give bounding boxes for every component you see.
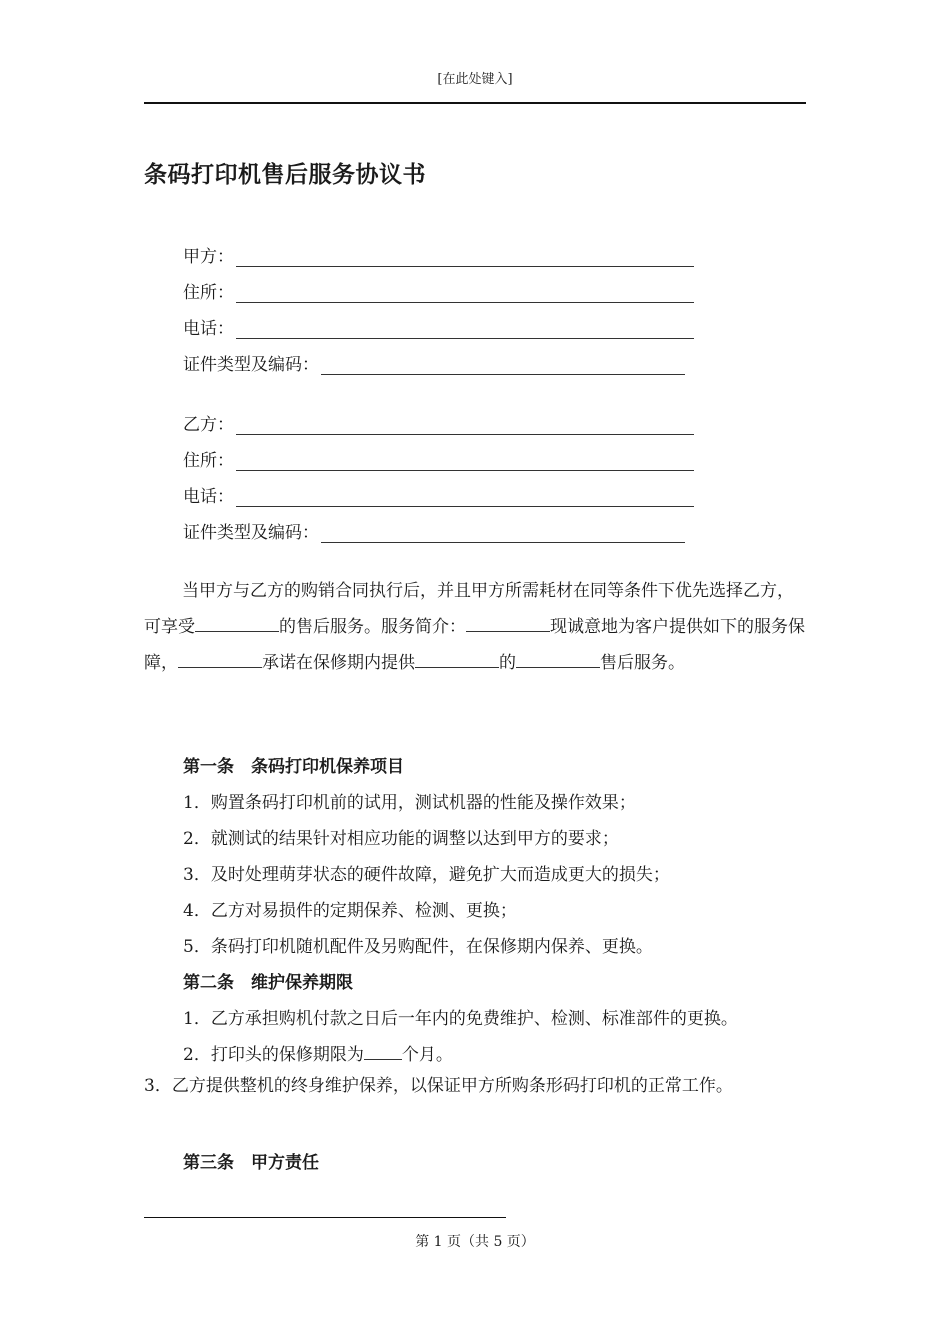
service-type-blank[interactable]	[415, 651, 499, 668]
page-header: [在此处键入]	[437, 72, 513, 87]
party-b-phone-blank[interactable]	[236, 488, 694, 507]
intro-text-1: 当甲方与乙方的购销合同执行后，并且甲方所需耗材在同等条件下优先选择乙方，可享受	[144, 581, 794, 637]
article-2-heading: 第二条 维护保养期限	[183, 973, 353, 993]
party-b-id-blank[interactable]	[321, 524, 685, 543]
party-b-address-label: 住所：	[183, 451, 234, 471]
article-1-item-2: 2．就测试的结果针对相应功能的调整以达到甲方的要求；	[183, 829, 619, 849]
party-a-phone-field	[183, 313, 694, 339]
intro-text-2: 的售后服务。服务简介：	[279, 617, 466, 637]
party-a-address-label: 住所：	[183, 283, 234, 303]
article-2-item-2-post: 个月。	[401, 1045, 453, 1065]
party-a-address-blank[interactable]	[236, 284, 694, 303]
party-a-address-field	[183, 277, 694, 303]
party-b-id-label: 证件类型及编码：	[183, 523, 319, 543]
article-1-item-5: 5．条码打印机随机配件及另购配件，在保修期内保养、更换。	[183, 937, 653, 957]
footer-divider	[144, 1217, 506, 1218]
party-a-id-label: 证件类型及编码：	[183, 355, 319, 375]
provider-blank[interactable]	[178, 651, 262, 668]
article-2-item-3	[144, 1068, 806, 1104]
party-a-id-field	[183, 349, 685, 375]
party-a-name-blank[interactable]	[236, 248, 694, 267]
article-3-heading: 第三条 甲方责任	[183, 1153, 319, 1173]
article-2-item-2-pre: 2．打印头的保修期限为	[183, 1045, 364, 1065]
article-2-item-3-text: 3．乙方提供整机的终身维护保养，以保证甲方所购条形码打印机的正常工作。	[144, 1076, 733, 1096]
party-a-phone-blank[interactable]	[236, 320, 694, 339]
service-intro-blank[interactable]	[466, 615, 550, 632]
page-number: 第 1 页（共 5 页）	[415, 1234, 535, 1250]
party-a-id-blank[interactable]	[321, 356, 685, 375]
party-b-name-label: 乙方：	[183, 415, 234, 435]
header-divider	[144, 102, 806, 104]
party-b-name-field	[183, 409, 694, 435]
intro-text-5: 的	[499, 653, 516, 673]
party-b-address-blank[interactable]	[236, 452, 694, 471]
party-b-address-field	[183, 445, 694, 471]
intro-text-3: 现诚意地为客户提供如下的服务保障，	[144, 617, 805, 673]
printhead-warranty-blank[interactable]	[364, 1043, 402, 1060]
article-1-item-4: 4．乙方对易损件的定期保养、检测、更换；	[183, 901, 517, 921]
party-a-name-label: 甲方：	[183, 247, 234, 267]
intro-text-6: 售后服务。	[600, 653, 685, 673]
intro-text-4: 承诺在保修期内提供	[262, 653, 415, 673]
document-title: 条码打印机售后服务协议书	[144, 162, 426, 188]
article-2-item-1: 1．乙方承担购机付款之日后一年内的免费维护、检测、标准部件的更换。	[183, 1009, 738, 1029]
party-a-name-field	[183, 241, 694, 267]
service-level-blank[interactable]	[195, 615, 279, 632]
service-scope-blank[interactable]	[516, 651, 600, 668]
article-1-heading: 第一条 条码打印机保养项目	[183, 757, 404, 777]
party-b-phone-field	[183, 481, 694, 507]
party-b-phone-label: 电话：	[183, 487, 234, 507]
article-1-item-3: 3．及时处理萌芽状态的硬件故障，避免扩大而造成更大的损失；	[183, 865, 670, 885]
party-b-name-blank[interactable]	[236, 416, 694, 435]
article-1-item-1: 1．购置条码打印机前的试用，测试机器的性能及操作效果；	[183, 793, 636, 813]
intro-paragraph	[144, 573, 806, 681]
party-a-phone-label: 电话：	[183, 319, 234, 339]
party-b-id-field	[183, 517, 685, 543]
article-2-item-2	[183, 1040, 453, 1065]
